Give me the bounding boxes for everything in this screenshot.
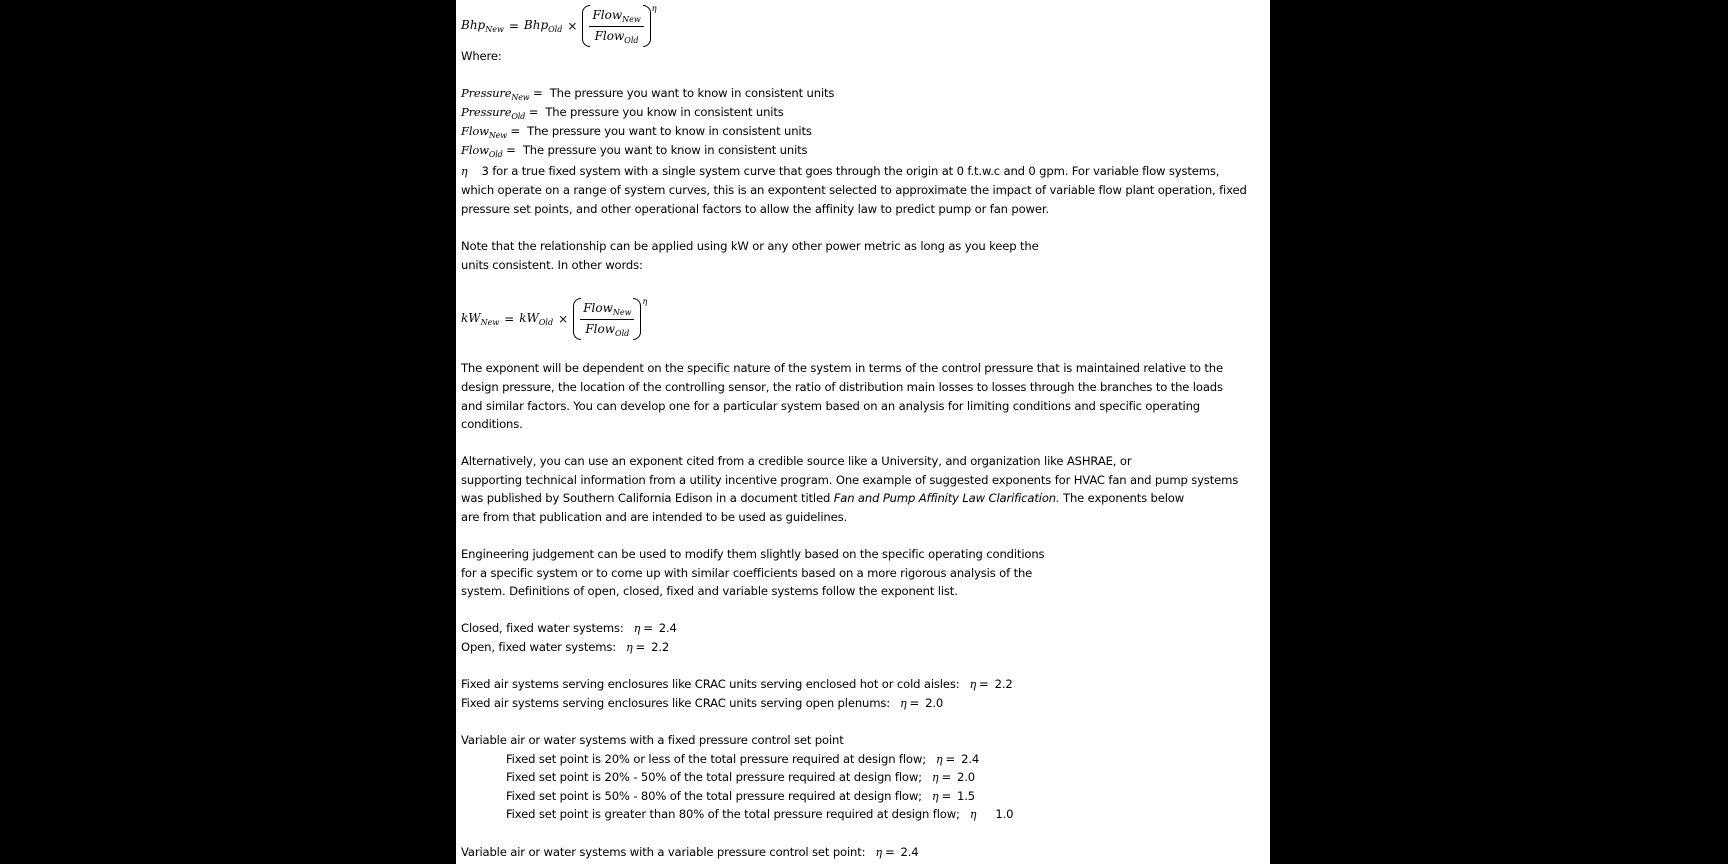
alternative-paragraph-line: supporting technical information from a utility incentive program. One example of suggested exponents for HVAC fan and pump systems bbox=[461, 473, 1239, 487]
variable-fixed-item: Fixed set point is 20% - 50% of the total pressure required at design flow; η = 2.0 bbox=[506, 770, 976, 784]
exponent-air-open: Fixed air systems serving enclosures like CRAC units serving open plenums: η = 2.0 bbox=[461, 696, 944, 710]
exponent-paragraph-line: conditions. bbox=[461, 417, 523, 431]
eq2-fraction: $\frac{Flow_{New}}{Flow_{Old}}$ bbox=[580, 301, 634, 338]
eq2-times: × bbox=[558, 312, 569, 326]
bhp-affinity-equation bbox=[461, 2, 657, 50]
alternative-paragraph-line: was published by Southern California Edison in a document titled Fan and Pump Affinity Law Clarification. The exponents below bbox=[461, 491, 1185, 505]
variable-fixed-item: Fixed set point is greater than 80% of the total pressure required at design flow; η 1.0 bbox=[506, 807, 1014, 821]
eq2-equals: = bbox=[504, 312, 515, 326]
document-page bbox=[456, 0, 1270, 864]
note-line: units consistent. In other words: bbox=[461, 258, 643, 272]
variable-fixed-heading: Variable air or water systems with a fixed pressure control set point bbox=[461, 733, 844, 747]
engineering-paragraph-line: for a specific system or to come up with similar coefficients based on a more rigorous analysis of the bbox=[461, 566, 1033, 580]
exponent-closed-fixed: Closed, fixed water systems: η = 2.4 bbox=[461, 621, 677, 635]
alternative-paragraph-line: Alternatively, you can use an exponent cited from a credible source like a University, and organization like ASHRAE, or bbox=[461, 454, 1132, 468]
exponent-open-fixed: Open, fixed water systems: η = 2.2 bbox=[461, 640, 670, 654]
eq1-lhs: Bhp$_{New}$ bbox=[461, 18, 504, 34]
definition-row: Flow$_{Old}$ = The pressure you want to know in consistent units bbox=[461, 143, 808, 159]
exponent-paragraph-line: The exponent will be dependent on the specific nature of the system in terms of the control pressure that is maintained relative to the bbox=[461, 361, 1223, 375]
where-label: Where: bbox=[461, 49, 502, 63]
variable-fixed-item: Fixed set point is 50% - 80% of the total pressure required at design flow; η = 1.5 bbox=[506, 789, 976, 803]
publication-title: Fan and Pump Affinity Law Clarification. bbox=[833, 491, 1060, 505]
eq1-paren bbox=[582, 4, 650, 48]
eta-definition-line: η 3 for a true fixed system with a single system curve that goes through the origin at 0 f.t.w.c and 0 gpm. For variable flow systems, bbox=[461, 164, 1220, 178]
note-line: Note that the relationship can be applied using kW or any other power metric as long as you keep the bbox=[461, 239, 1039, 253]
eq2-exponent: η bbox=[642, 297, 648, 306]
eq2-paren bbox=[573, 297, 641, 341]
engineering-paragraph-line: Engineering judgement can be used to modify them slightly based on the specific operating conditions bbox=[461, 547, 1045, 561]
definition-row: Flow$_{New}$ = The pressure you want to know in consistent units bbox=[461, 124, 812, 140]
variable-fixed-item: Fixed set point is 20% or less of the total pressure required at design flow; η = 2.4 bbox=[506, 752, 980, 766]
exponent-air-enclosed: Fixed air systems serving enclosures like CRAC units serving enclosed hot or cold aisles: η = 2.2 bbox=[461, 677, 1013, 691]
eq1-equals: = bbox=[508, 19, 519, 33]
engineering-paragraph-line: system. Definitions of open, closed, fixed and variable systems follow the exponent list. bbox=[461, 584, 958, 598]
eta-definition-line: which operate on a range of system curves, this is an expontent selected to approximate the impact of variable flow plant operation, fixed bbox=[461, 183, 1247, 197]
exponent-paragraph-line: design pressure, the location of the controlling sensor, the ratio of distribution main losses to losses through the branches to the loads bbox=[461, 380, 1223, 394]
kw-affinity-equation bbox=[461, 295, 647, 343]
eq1-times: × bbox=[567, 19, 578, 33]
eq1-exponent: η bbox=[651, 4, 657, 13]
eq2-lhs: $kW_{New}$ bbox=[461, 311, 500, 327]
alternative-paragraph-line: are from that publication and are intended to be used as guidelines. bbox=[461, 510, 848, 524]
eq1-fraction: $\frac{Flow_{New}}{Flow_{Old}}$ bbox=[589, 8, 643, 45]
eq1-rhs: Bhp$_{Old}$ bbox=[523, 18, 563, 34]
exponent-variable-variable: Variable air or water systems with a variable pressure control set point: η = 2.4 bbox=[461, 845, 919, 859]
definition-row: Pressure$_{New}$ = The pressure you want to know in consistent units bbox=[461, 86, 835, 102]
eta-definition-line: pressure set points, and other operational factors to allow the affinity law to predict pump or fan power. bbox=[461, 202, 1049, 216]
exponent-paragraph-line: and similar factors. You can develop one for a particular system based on an analysis for limiting conditions and specific operating bbox=[461, 399, 1200, 413]
eq2-rhs: $kW_{Old}$ bbox=[519, 311, 554, 327]
definition-row: Pressure$_{Old}$ = The pressure you know in consistent units bbox=[461, 105, 784, 121]
